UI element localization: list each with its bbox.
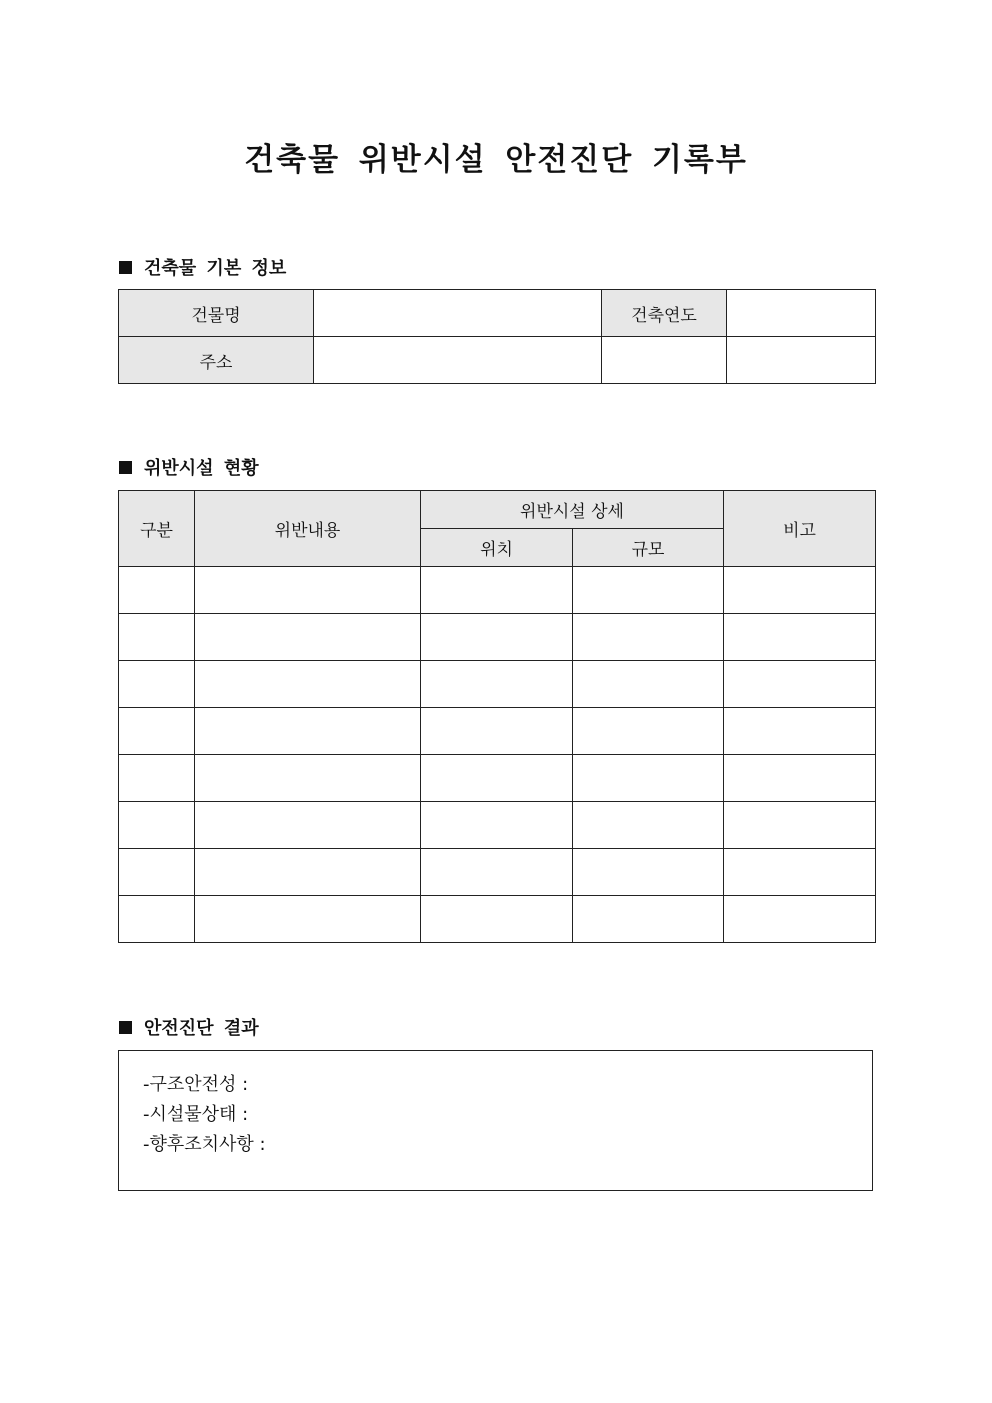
section-heading-building-info	[119, 254, 286, 280]
violations-header-row	[119, 491, 876, 529]
category-cell[interactable]	[119, 802, 195, 849]
building-info-row-name	[119, 290, 876, 337]
category-cell[interactable]	[119, 708, 195, 755]
address-field[interactable]	[314, 337, 602, 384]
category-cell[interactable]	[119, 614, 195, 661]
scale-cell[interactable]	[573, 896, 724, 943]
note-cell[interactable]	[724, 896, 876, 943]
building-info-row-address	[119, 337, 876, 384]
building-name-field[interactable]	[314, 290, 602, 337]
note-cell[interactable]	[724, 567, 876, 614]
section-heading-label: 건축물 기본 정보	[144, 258, 287, 279]
table-row	[119, 896, 876, 943]
page-title: 건축물 위반시설 안전진단 기록부	[244, 142, 748, 178]
location-cell[interactable]	[421, 896, 573, 943]
content-cell[interactable]	[195, 567, 421, 614]
result-future-actions: -향후조치사항 :	[143, 1134, 266, 1155]
content-cell[interactable]	[195, 849, 421, 896]
header-location: 위치	[421, 529, 573, 567]
header-detail: 위반시설 상세	[421, 491, 724, 529]
scale-cell[interactable]	[573, 708, 724, 755]
scale-cell[interactable]	[573, 567, 724, 614]
square-bullet-icon	[119, 261, 132, 274]
result-structural-safety: -구조안전성 :	[143, 1074, 249, 1095]
note-cell[interactable]	[724, 661, 876, 708]
note-cell[interactable]	[724, 708, 876, 755]
note-cell[interactable]	[724, 802, 876, 849]
section-heading-violations	[119, 454, 259, 480]
content-cell[interactable]	[195, 896, 421, 943]
construction-year-field[interactable]	[727, 290, 876, 337]
header-content: 위반내용	[195, 491, 421, 567]
table-row	[119, 708, 876, 755]
section-heading-label: 안전진단 결과	[144, 1018, 259, 1039]
header-note: 비고	[724, 491, 876, 567]
section-heading-results	[119, 1014, 259, 1040]
scale-cell[interactable]	[573, 849, 724, 896]
content-cell[interactable]	[195, 661, 421, 708]
location-cell[interactable]	[421, 567, 573, 614]
empty-cell	[602, 337, 727, 384]
note-cell[interactable]	[724, 614, 876, 661]
scale-cell[interactable]	[573, 802, 724, 849]
building-name-label: 건물명	[119, 290, 314, 337]
scale-cell[interactable]	[573, 661, 724, 708]
category-cell[interactable]	[119, 755, 195, 802]
content-cell[interactable]	[195, 614, 421, 661]
results-box[interactable]	[118, 1050, 873, 1191]
result-facility-condition: -시설물상태 :	[143, 1104, 249, 1125]
building-info-table	[118, 289, 876, 384]
location-cell[interactable]	[421, 661, 573, 708]
violations-table	[118, 490, 876, 943]
location-cell[interactable]	[421, 802, 573, 849]
category-cell[interactable]	[119, 567, 195, 614]
table-row	[119, 802, 876, 849]
section-heading-label: 위반시설 현황	[144, 458, 259, 479]
header-category: 구분	[119, 491, 195, 567]
location-cell[interactable]	[421, 849, 573, 896]
location-cell[interactable]	[421, 614, 573, 661]
content-cell[interactable]	[195, 802, 421, 849]
category-cell[interactable]	[119, 849, 195, 896]
category-cell[interactable]	[119, 661, 195, 708]
table-row	[119, 567, 876, 614]
empty-cell	[727, 337, 876, 384]
note-cell[interactable]	[724, 755, 876, 802]
table-row	[119, 614, 876, 661]
content-cell[interactable]	[195, 755, 421, 802]
square-bullet-icon	[119, 1021, 132, 1034]
scale-cell[interactable]	[573, 614, 724, 661]
header-scale: 규모	[573, 529, 724, 567]
construction-year-label: 건축연도	[602, 290, 727, 337]
table-row	[119, 755, 876, 802]
table-row	[119, 849, 876, 896]
square-bullet-icon	[119, 461, 132, 474]
category-cell[interactable]	[119, 896, 195, 943]
table-row	[119, 661, 876, 708]
location-cell[interactable]	[421, 708, 573, 755]
location-cell[interactable]	[421, 755, 573, 802]
address-label: 주소	[119, 337, 314, 384]
note-cell[interactable]	[724, 849, 876, 896]
content-cell[interactable]	[195, 708, 421, 755]
scale-cell[interactable]	[573, 755, 724, 802]
